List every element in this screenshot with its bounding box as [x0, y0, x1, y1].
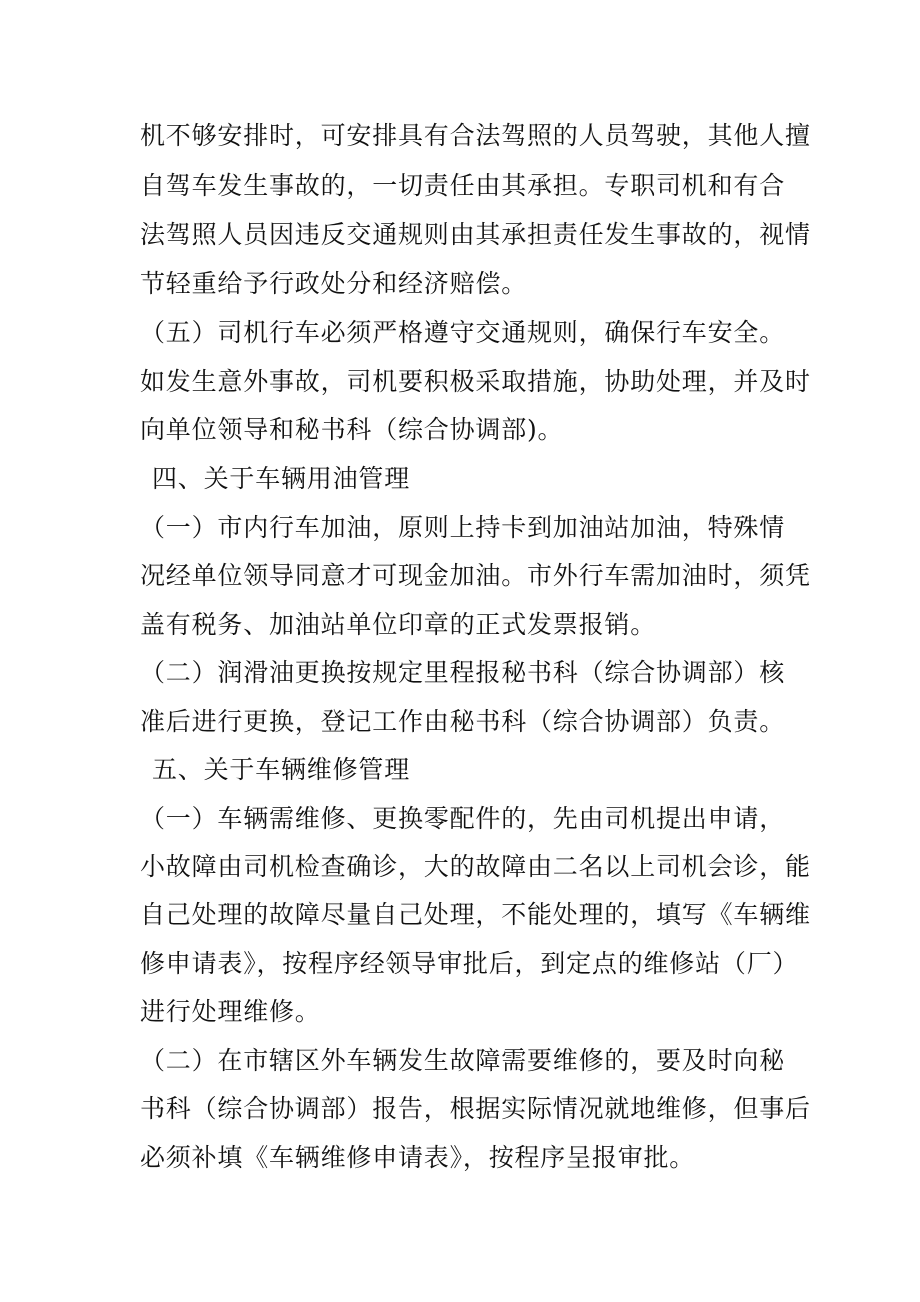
- text-line: 书科（综合协调部）报告，根据实际情况就地维修，但事后: [140, 1094, 811, 1123]
- text-line: 向单位领导和秘书科（综合协调部)。: [140, 415, 564, 444]
- text-line: 自己处理的故障尽量自己处理，不能处理的，填写《车辆维: [140, 900, 811, 929]
- text-line: 修申请表》，按程序经领导审批后，到定点的维修站（厂）: [140, 949, 799, 978]
- text-line: 准后进行更换，登记工作由秘书科（综合协调部）负责。: [140, 707, 786, 736]
- text-line: 小故障由司机检查确诊，大的故障由二名以上司机会诊，能: [140, 852, 811, 881]
- text-line: 必须补填《车辆维修申请表》，按程序呈报审批。: [140, 1143, 696, 1172]
- paragraph-start-line: （二）在市辖区外车辆发生故障需要维修的，要及时向秘: [140, 1046, 786, 1075]
- section-heading: 四、关于车辆用油管理: [152, 464, 411, 493]
- paragraph-start-line: （二）润滑油更换按规定里程报秘书科（综合协调部）核: [140, 658, 786, 687]
- section-heading: 五、关于车辆维修管理: [152, 755, 411, 784]
- paragraph-start-line: （五）司机行车必须严格遵守交通规则，确保行车安全。: [140, 318, 786, 347]
- text-line: 自驾车发生事故的，一切责任由其承担。专职司机和有合: [140, 171, 786, 200]
- paragraph-start-line: （一）市内行车加油，原则上持卡到加油站加油，特殊情: [140, 513, 786, 542]
- text-line: 盖有税务、加油站单位印章的正式发票报销。: [140, 610, 657, 639]
- text-line: 节轻重给予行政处分和经济赔偿。: [140, 269, 528, 298]
- text-line: 进行处理维修。: [140, 997, 321, 1026]
- paragraph-start-line: （一）车辆需维修、更换零配件的，先由司机提出申请，: [140, 804, 786, 833]
- text-line: 如发生意外事故，司机要积极采取措施，协助处理，并及时: [140, 367, 811, 396]
- text-line: 机不够安排时，可安排具有合法驾照的人员驾驶，其他人擅: [140, 121, 811, 150]
- text-line: 况经单位领导同意才可现金加油。市外行车需加油时，须凭: [140, 561, 811, 590]
- text-line: 法驾照人员因违反交通规则由其承担责任发生事故的，视情: [140, 220, 811, 249]
